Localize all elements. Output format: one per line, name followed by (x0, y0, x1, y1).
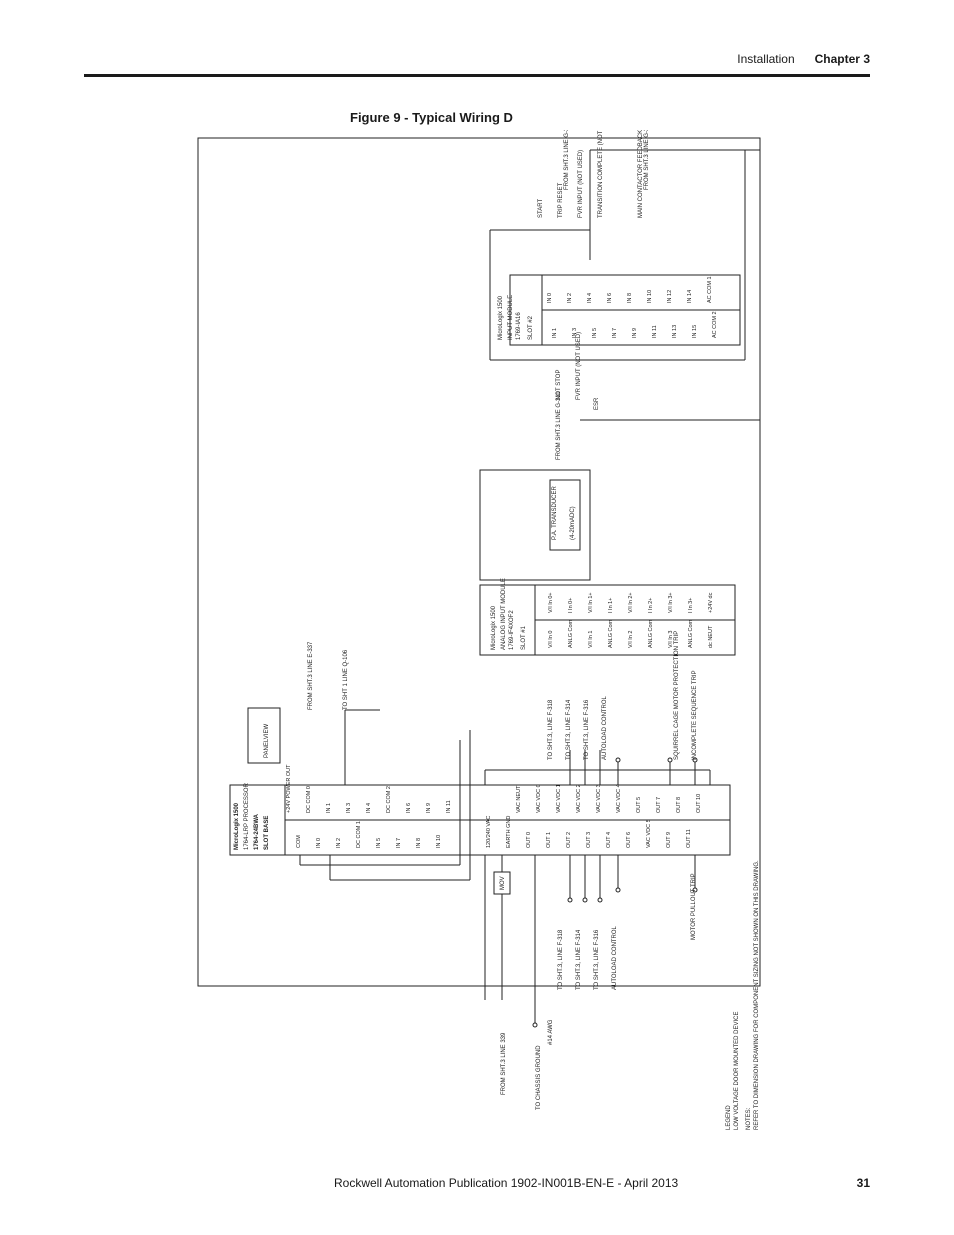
analog-left-terminal-4: V/I In 2 (628, 630, 634, 648)
proc-right-terminal-3: IN 3 (346, 802, 352, 813)
label-from-e337: FROM SHT.3 LINE E-337 (308, 641, 314, 710)
proc-out-right-terminal-6: OUT 5 (636, 796, 642, 813)
proc-out-left-terminal-2: OUT 0 (526, 831, 532, 848)
proc-out-right-terminal-8: OUT 8 (676, 796, 682, 813)
proc-out-left-terminal-0: 120/240 VAC (486, 815, 492, 848)
proc-left-terminal-4: IN 5 (376, 837, 382, 848)
proc-out-right-terminal-7: OUT 7 (656, 796, 662, 813)
wiring-svg (190, 130, 790, 1150)
input-right-terminal-2: IN 4 (587, 292, 593, 303)
proc-out-left-terminal-3: OUT 1 (546, 831, 552, 848)
legend-title: LEGEND (726, 1105, 732, 1130)
label-awg: #14 AWG (548, 1019, 554, 1045)
input-left-terminal-8: AC COM 2 (712, 311, 718, 338)
analog-left-terminal-2: V/I In 1 (588, 630, 594, 648)
analog-left-terminal-0: V/I In 0 (548, 630, 554, 648)
input-left-terminal-5: IN 11 (652, 325, 658, 338)
proc-out-right-terminal-4: VAC VDC 3 (596, 784, 602, 813)
proc-out-left-terminal-1: EARTH GND (506, 815, 512, 848)
header-chapter: Chapter 3 (814, 52, 870, 66)
input-left-terminal-2: IN 5 (592, 327, 598, 338)
transducer-range: (4-20mADC) (570, 506, 576, 540)
input-line1: INPUT MODULE (508, 294, 514, 340)
proc-left-terminal-6: IN 8 (416, 837, 422, 848)
proc-left-terminal-7: IN 10 (436, 834, 442, 848)
input-left-terminal-0: IN 1 (552, 327, 558, 338)
processor-line2: 1764-24BWA (254, 813, 260, 850)
analog-right-terminal-2: V/I In 1+ (588, 592, 594, 613)
panelview-label: PANELVIEW (264, 723, 270, 758)
analog-left-terminal-5: ANLG Com (648, 619, 654, 648)
analog-line3: SLOT #1 (521, 626, 527, 650)
proc-right-terminal-2: IN 1 (326, 802, 332, 813)
label-transition: TRANSITION COMPLETE (NOT USED) (598, 130, 604, 218)
input-right-terminal-0: IN 0 (547, 292, 553, 303)
header-rule (84, 74, 870, 77)
input-right-terminal-7: IN 14 (687, 289, 693, 303)
proc-left-terminal-3: DC COM 1 (356, 821, 362, 848)
analog-right-terminal-6: V/I In 3+ (668, 592, 674, 613)
input-right-terminal-4: IN 8 (627, 292, 633, 303)
proc-out-right-terminal-2: VAC VDC 1 (556, 784, 562, 813)
proc-right-terminal-8: IN 11 (446, 800, 452, 813)
analog-right-terminal-0: V/I In 0+ (548, 592, 554, 613)
analog-right-terminal-5: I In 2+ (648, 597, 654, 613)
notes-title: NOTES: (746, 1107, 752, 1130)
label-to-f314: TO SHT.3, LINE F-314 (566, 699, 572, 760)
label-mov: MOV (500, 876, 506, 890)
label-to-f318: TO SHT.3, LINE F-318 (548, 699, 554, 760)
footer-publication: Rockwell Automation Publication 1902-IN001B-EN-E - April 2013 (334, 1176, 679, 1190)
notes-text: REFER TO DIMENSION DRAWING FOR COMPONENT SIZING NOT SHOWN ON THIS DRAWING. (754, 860, 760, 1130)
analog-right-terminal-1: I In 0+ (568, 597, 574, 613)
label-esr: ESR (594, 397, 600, 410)
proc-out-right-terminal-3: VAC VDC 2 (576, 784, 582, 813)
proc-right-terminal-7: IN 9 (426, 802, 432, 813)
page-header (737, 52, 870, 66)
label-fvr-input: FVR INPUT (NOT USED) (578, 149, 584, 218)
analog-line2: 1769-IF4XOF2 (509, 610, 515, 650)
proc-out-right-terminal-5: VAC VDC 4 (616, 784, 622, 813)
proc-right-terminal-5: DC COM 2 (386, 786, 392, 813)
input-right-terminal-1: IN 2 (567, 292, 573, 303)
label-squirrel: SQUIRREL CAGE MOTOR PROTECTION TRIP (674, 630, 680, 760)
input-left-terminal-6: IN 13 (672, 324, 678, 338)
proc-left-terminal-0: COM (296, 835, 302, 848)
outer-frame (198, 138, 760, 986)
proc-out-right-terminal-1: VAC VDC 0 (536, 784, 542, 813)
proc-left-terminal-2: IN 2 (336, 837, 342, 848)
input-line3: SLOT #2 (528, 316, 534, 340)
input-left-terminal-3: IN 7 (612, 327, 618, 338)
label-to-f316: TO SHT.3, LINE F-316 (584, 699, 590, 760)
analog-right-terminal-4: V/I In 2+ (628, 592, 634, 613)
input-title: MicroLogix 1500 (498, 295, 504, 340)
proc-out-left-terminal-4: OUT 2 (566, 831, 572, 848)
label-to-f316b: TO SHT.3, LINE F-316 (594, 929, 600, 990)
proc-out-right-terminal-9: OUT 10 (696, 793, 702, 813)
proc-left-terminal-1: IN 0 (316, 837, 322, 848)
proc-out-left-terminal-5: OUT 3 (586, 831, 592, 848)
label-trip-reset: TRIP RESET (558, 182, 564, 218)
proc-out-left-terminal-6: OUT 4 (606, 831, 612, 848)
proc-out-left-terminal-10: OUT 11 (686, 829, 692, 848)
legend-item: LOW VOLTAGE DOOR MOUNTED DEVICE (734, 1011, 740, 1130)
analog-left-terminal-1: ANLG Com (568, 619, 574, 648)
input-right-terminal-5: IN 10 (647, 289, 653, 303)
proc-right-terminal-4: IN 4 (366, 802, 372, 813)
label-motor-pullout: MOTOR PULLOUT TRIP (691, 873, 697, 940)
input-line2: 1769-IA16 (516, 312, 522, 340)
input-left-terminal-1: IN 3 (572, 327, 578, 338)
label-from-339: FROM SHT.3 LINE 339 (501, 1032, 507, 1095)
label-to-chassis: TO CHASSIS GROUND (536, 1045, 542, 1110)
input-left-terminal-7: IN 15 (692, 324, 698, 338)
transducer-label: P.A. TRANSDUCER (552, 486, 558, 540)
analog-title: MicroLogix 1500 (491, 605, 497, 650)
label-incomplete: INCOMPLETE SEQUENCE TRIP (692, 670, 698, 760)
label-main-contactor: MAIN CONTACTOR FEEDBACK (638, 130, 644, 218)
processor-line3: SLOT BASE (264, 815, 270, 850)
analog-right-terminal-3: I In 1+ (608, 597, 614, 613)
label-to-f314b: TO SHT.3, LINE F-314 (576, 929, 582, 990)
label-not-stop: NOT STOP (556, 369, 562, 400)
proc-right-terminal-6: IN 6 (406, 802, 412, 813)
label-auto-load: AUTOLOAD CONTROL (602, 696, 608, 760)
label-start: START (538, 198, 544, 218)
processor-line1: 1764-LRP PROCESSOR (244, 783, 250, 850)
analog-left-terminal-3: ANLG Com (608, 619, 614, 648)
wiring-diagram (190, 130, 790, 1155)
label-to-q106: TO SHT 1 LINE Q-106 (343, 649, 349, 710)
label-fvr-input2: FVR INPUT (NOT USED) (576, 331, 582, 400)
proc-out-left-terminal-7: OUT 6 (626, 831, 632, 848)
proc-left-terminal-5: IN 7 (396, 837, 402, 848)
input-right-terminal-3: IN 6 (607, 292, 613, 303)
figure-title: Figure 9 - Typical Wiring D (350, 110, 513, 125)
proc-right-terminal-1: DC COM 0 (306, 786, 312, 813)
analog-right-terminal-8: +24V dc (708, 592, 714, 613)
label-from-g327: FROM SHT.3 LINE G-327 (644, 130, 650, 190)
label-to-f318b: TO SHT.3, LINE F-318 (558, 929, 564, 990)
analog-line1: ANALOG INPUT MODULE (501, 578, 507, 650)
analog-left-terminal-7: ANLG Com (688, 619, 694, 648)
label-from-g311: FROM SHT.3 LINE G-311 (556, 391, 562, 460)
label-auto-load-b: AUTOLOAD CONTROL (612, 926, 618, 990)
analog-right-terminal-7: I In 3+ (688, 597, 694, 613)
proc-right-terminal-0: +24V POWER OUT (286, 764, 292, 813)
input-left-terminal-4: IN 9 (632, 327, 638, 338)
label-from-g325: FROM SHT.3 LINE G-325 (564, 130, 570, 190)
input-right-terminal-6: IN 12 (667, 289, 673, 303)
input-right-terminal-8: AC COM 1 (707, 276, 713, 303)
analog-left-terminal-6: V/I In 3 (668, 630, 674, 648)
page-number: 31 (856, 1176, 870, 1190)
header-section: Installation (737, 52, 795, 66)
proc-out-right-terminal-0: VAC NEUT (516, 785, 522, 813)
processor-title: MicroLogix 1500 (234, 802, 240, 850)
proc-out-left-terminal-9: OUT 9 (666, 831, 672, 848)
proc-out-left-terminal-8: VAC VDC 5 (646, 819, 652, 848)
analog-left-terminal-8: dc NEUT (708, 625, 714, 648)
